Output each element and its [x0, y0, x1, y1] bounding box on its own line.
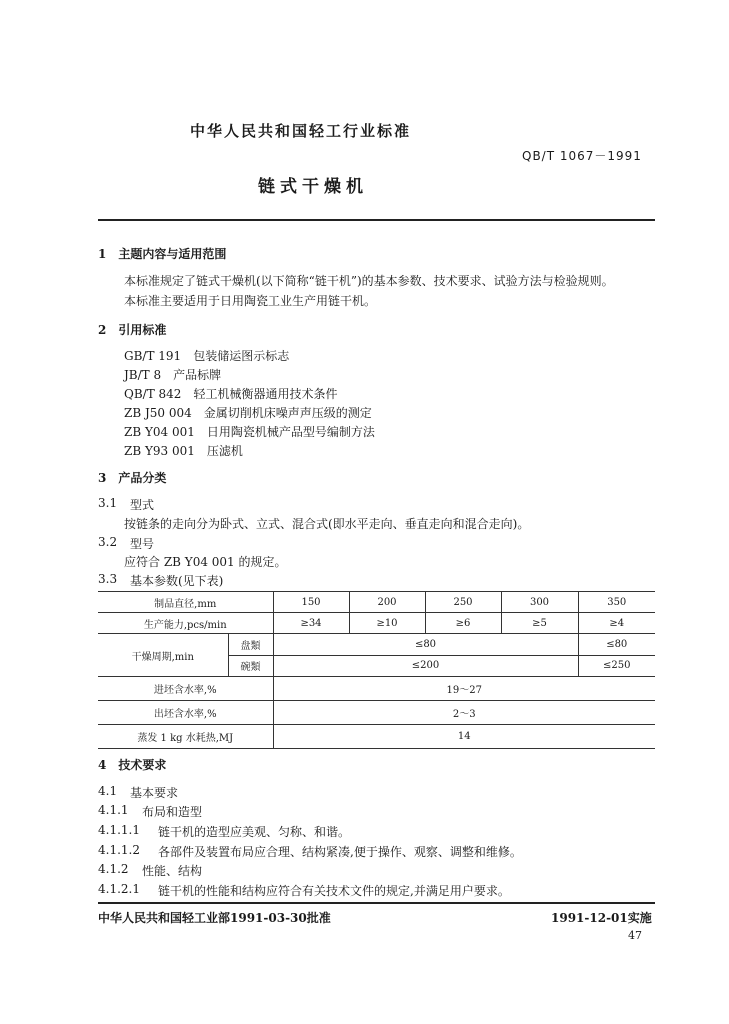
section-1-line-1: 本标准规定了链式干燥机(以下简称“链干机”)的基本参数、技术要求、试验方法与检验规则。 — [124, 274, 614, 288]
clause-number: 4.1.2 — [98, 862, 129, 876]
header-rule — [98, 219, 655, 221]
section-3-1-num: 3.1 — [98, 496, 118, 510]
clause-text: 性能、结构 — [142, 864, 203, 878]
ref-code: JB/T 8 — [124, 368, 162, 382]
table-row — [98, 725, 655, 749]
table-cell: 14 — [273, 725, 655, 749]
table-row — [98, 634, 655, 656]
clause-text: 布局和造型 — [142, 805, 203, 819]
table-sublabel: 盘類 — [228, 634, 273, 656]
section-3-1-title: 型式 — [130, 498, 155, 512]
ref-title: 包装储运图示标志 — [193, 349, 290, 363]
clause-number: 4.1.1 — [98, 803, 129, 817]
footer-rule — [98, 902, 655, 904]
clause-text: 基本要求 — [130, 786, 179, 800]
table-cell: 250 — [425, 592, 501, 613]
reference-item — [124, 442, 375, 461]
ref-code: QB/T 842 — [124, 387, 182, 401]
section-3-2-text: 应符合 ZB Y04 001 的规定。 — [124, 555, 287, 569]
section-3-3-num: 3.3 — [98, 572, 118, 586]
reference-item — [124, 385, 375, 404]
table-cell: ≥4 — [578, 613, 655, 634]
table-cell: 19～27 — [273, 677, 655, 701]
section-1-line-2: 本标准主要适用于日用陶瓷工业生产用链干机。 — [124, 294, 377, 308]
ref-title: 压滤机 — [206, 444, 243, 458]
ref-code: ZB Y93 001 — [124, 444, 195, 458]
table-cell: ≥34 — [273, 613, 349, 634]
table-cell: 350 — [578, 592, 655, 613]
section-3-2-title: 型号 — [130, 537, 155, 551]
table-row-label: 蒸发 1 kg 水耗热,MJ — [98, 725, 273, 749]
ref-title: 轻工机械衡器通用技术条件 — [193, 387, 338, 401]
table-row — [98, 701, 655, 725]
section-4-heading: 4 技术要求 — [98, 758, 167, 772]
clause-text: 链干机的造型应美观、匀称、和谐。 — [158, 825, 351, 839]
basic-parameters-table — [98, 591, 655, 749]
approval-date: 中华人民共和国轻工业部1991-03-30批准 — [98, 911, 331, 925]
ref-title: 金属切削机床噪声声压级的测定 — [203, 406, 372, 420]
issuing-org: 中华人民共和国轻工行业标准 — [190, 122, 412, 140]
table-cell: ≤80 — [273, 634, 578, 656]
table-cell: 2～3 — [273, 701, 655, 725]
table-cell: ≤250 — [578, 655, 655, 677]
reference-item — [124, 404, 375, 423]
table-cell: ≥6 — [425, 613, 501, 634]
table-row — [98, 592, 655, 613]
clause-text: 链干机的性能和结构应符合有关技术文件的规定,并满足用户要求。 — [158, 884, 510, 898]
effective-date: 1991-12-01实施 — [551, 911, 652, 925]
reference-item — [124, 366, 375, 385]
table-cell: 200 — [349, 592, 425, 613]
clause-number: 4.1.2.1 — [98, 882, 140, 896]
reference-list — [124, 347, 375, 461]
section-1-heading: 1 主题内容与适用范围 — [98, 247, 227, 261]
clause-number: 4.1 — [98, 784, 118, 798]
table-row-label: 干燥周期,min — [98, 634, 228, 677]
table-cell: ≥5 — [501, 613, 578, 634]
ref-title: 产品标牌 — [173, 368, 222, 382]
clause-text: 各部件及装置布局应合理、结构紧凑,便于操作、观察、调整和维修。 — [158, 845, 522, 859]
section-3-3-title: 基本参数(见下表) — [130, 574, 224, 588]
section-2-heading: 2 引用标准 — [98, 323, 167, 337]
document-title: 链式干燥机 — [258, 177, 368, 197]
ref-code: GB/T 191 — [124, 349, 182, 363]
table-row — [98, 613, 655, 634]
ref-title: 日用陶瓷机械产品型号编制方法 — [206, 425, 375, 439]
table-row — [98, 677, 655, 701]
ref-code: ZB J50 004 — [124, 406, 192, 420]
table-row-label: 制品直径,mm — [98, 592, 273, 613]
table-row-label: 进坯含水率,% — [98, 677, 273, 701]
clause-number: 4.1.1.1 — [98, 823, 140, 837]
table-cell: 300 — [501, 592, 578, 613]
section-3-2-num: 3.2 — [98, 535, 118, 549]
table-row-label: 出坯含水率,% — [98, 701, 273, 725]
section-3-1-text: 按链条的走向分为卧式、立式、混合式(即水平走向、垂直走向和混合走向)。 — [124, 517, 530, 531]
reference-item — [124, 423, 375, 442]
standard-code: QB/T 1067－1991 — [522, 149, 642, 163]
table-cell: ≥10 — [349, 613, 425, 634]
table-sublabel: 碗類 — [228, 655, 273, 677]
table-cell: ≤200 — [273, 655, 578, 677]
table-row-label: 生产能力,pcs/min — [98, 613, 273, 634]
reference-item — [124, 347, 375, 366]
section-3-heading: 3 产品分类 — [98, 471, 167, 485]
clause-number: 4.1.1.2 — [98, 843, 140, 857]
page-number: 47 — [628, 929, 642, 942]
table-cell: 150 — [273, 592, 349, 613]
ref-code: ZB Y04 001 — [124, 425, 195, 439]
table-cell: ≤80 — [578, 634, 655, 656]
